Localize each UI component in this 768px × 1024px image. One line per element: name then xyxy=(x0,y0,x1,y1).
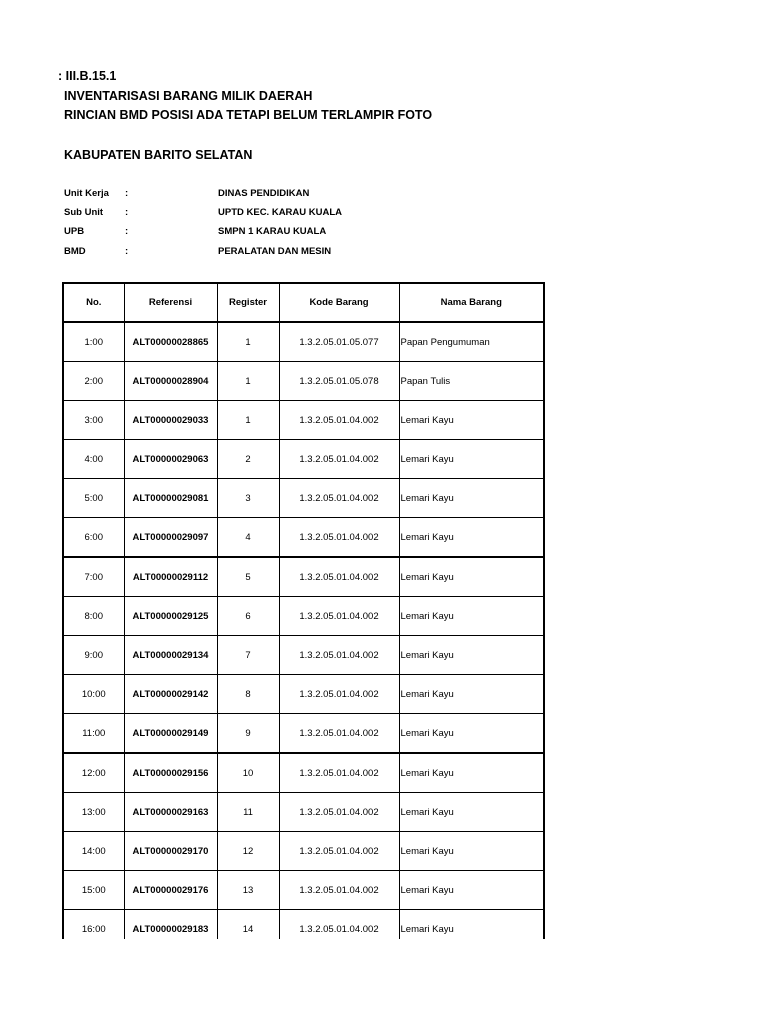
cell-referensi: ALT00000029156 xyxy=(124,753,217,793)
table-row xyxy=(63,793,544,832)
cell-referensi: ALT00000029170 xyxy=(124,832,217,871)
cell-register: 5 xyxy=(217,557,279,597)
cell-kode-barang: 1.3.2.05.01.04.002 xyxy=(279,479,399,518)
cell-referensi: ALT00000029033 xyxy=(124,401,217,440)
cell-nama-barang: Lemari Kayu xyxy=(399,793,544,832)
table-row xyxy=(63,714,544,754)
cell-kode-barang: 1.3.2.05.01.04.002 xyxy=(279,440,399,479)
cell-no: 9:00 xyxy=(63,636,124,675)
cell-no: 5:00 xyxy=(63,479,124,518)
table-row xyxy=(63,871,544,910)
cell-kode-barang: 1.3.2.05.01.05.078 xyxy=(279,362,399,401)
cell-referensi: ALT00000029163 xyxy=(124,793,217,832)
cell-referensi: ALT00000029176 xyxy=(124,871,217,910)
cell-register: 2 xyxy=(217,440,279,479)
info-row-bmd xyxy=(64,246,464,262)
cell-referensi: ALT00000028865 xyxy=(124,322,217,362)
table-row xyxy=(63,401,544,440)
info-label: UPB xyxy=(64,226,85,237)
cell-referensi: ALT00000029149 xyxy=(124,714,217,754)
table-row xyxy=(63,362,544,401)
cell-no: 1:00 xyxy=(63,322,124,362)
cell-referensi: ALT00000029097 xyxy=(124,518,217,558)
cell-nama-barang: Lemari Kayu xyxy=(399,714,544,754)
region-title: KABUPATEN BARITO SELATAN xyxy=(64,148,253,162)
cell-nama-barang: Lemari Kayu xyxy=(399,479,544,518)
cell-no: 3:00 xyxy=(63,401,124,440)
table-row xyxy=(63,518,544,558)
cell-kode-barang: 1.3.2.05.01.04.002 xyxy=(279,597,399,636)
cell-nama-barang: Lemari Kayu xyxy=(399,636,544,675)
cell-register: 6 xyxy=(217,597,279,636)
cell-no: 6:00 xyxy=(63,518,124,558)
cell-kode-barang: 1.3.2.05.01.05.077 xyxy=(279,322,399,362)
cell-no: 15:00 xyxy=(63,871,124,910)
info-colon: : xyxy=(125,188,129,199)
cell-no: 16:00 xyxy=(63,910,124,940)
info-row-sub-unit xyxy=(64,207,464,223)
cell-referensi: ALT00000029125 xyxy=(124,597,217,636)
cell-no: 14:00 xyxy=(63,832,124,871)
cell-kode-barang: 1.3.2.05.01.04.002 xyxy=(279,675,399,714)
column-header-no: No. xyxy=(63,283,124,322)
column-header-kode-barang: Kode Barang xyxy=(279,283,399,322)
cell-no: 11:00 xyxy=(63,714,124,754)
cell-register: 7 xyxy=(217,636,279,675)
cell-nama-barang: Lemari Kayu xyxy=(399,597,544,636)
info-value: DINAS PENDIDIKAN xyxy=(218,188,310,199)
cell-nama-barang: Lemari Kayu xyxy=(399,675,544,714)
cell-register: 9 xyxy=(217,714,279,754)
document-subtitle: RINCIAN BMD POSISI ADA TETAPI BELUM TERLAMPIR FOTO xyxy=(64,108,433,122)
info-value: PERALATAN DAN MESIN xyxy=(218,246,332,257)
cell-register: 12 xyxy=(217,832,279,871)
cell-register: 4 xyxy=(217,518,279,558)
info-label: Unit Kerja xyxy=(64,188,109,199)
column-header-nama-barang: Nama Barang xyxy=(399,283,544,322)
info-colon: : xyxy=(125,246,129,257)
cell-register: 13 xyxy=(217,871,279,910)
cell-register: 1 xyxy=(217,322,279,362)
cell-kode-barang: 1.3.2.05.01.04.002 xyxy=(279,401,399,440)
info-colon: : xyxy=(125,207,129,218)
cell-nama-barang: Lemari Kayu xyxy=(399,871,544,910)
cell-nama-barang: Lemari Kayu xyxy=(399,518,544,558)
cell-referensi: ALT00000029063 xyxy=(124,440,217,479)
cell-kode-barang: 1.3.2.05.01.04.002 xyxy=(279,557,399,597)
cell-no: 12:00 xyxy=(63,753,124,793)
inventory-table xyxy=(62,282,545,939)
info-label: BMD xyxy=(64,246,86,257)
cell-register: 11 xyxy=(217,793,279,832)
cell-kode-barang: 1.3.2.05.01.04.002 xyxy=(279,636,399,675)
cell-referensi: ALT00000029081 xyxy=(124,479,217,518)
cell-no: 13:00 xyxy=(63,793,124,832)
table-row xyxy=(63,910,544,940)
inventory-table-container xyxy=(62,282,546,939)
cell-nama-barang: Papan Pengumuman xyxy=(399,322,544,362)
cell-register: 1 xyxy=(217,401,279,440)
cell-kode-barang: 1.3.2.05.01.04.002 xyxy=(279,793,399,832)
info-row-unit-kerja xyxy=(64,188,464,204)
info-value: SMPN 1 KARAU KUALA xyxy=(218,226,327,237)
cell-nama-barang: Lemari Kayu xyxy=(399,440,544,479)
column-header-referensi: Referensi xyxy=(124,283,217,322)
cell-no: 10:00 xyxy=(63,675,124,714)
cell-referensi: ALT00000029183 xyxy=(124,910,217,940)
cell-register: 3 xyxy=(217,479,279,518)
table-row xyxy=(63,479,544,518)
table-row xyxy=(63,636,544,675)
cell-nama-barang: Lemari Kayu xyxy=(399,557,544,597)
cell-register: 1 xyxy=(217,362,279,401)
cell-no: 4:00 xyxy=(63,440,124,479)
cell-nama-barang: Lemari Kayu xyxy=(399,401,544,440)
table-row xyxy=(63,557,544,597)
cell-referensi: ALT00000028904 xyxy=(124,362,217,401)
cell-referensi: ALT00000029134 xyxy=(124,636,217,675)
cell-kode-barang: 1.3.2.05.01.04.002 xyxy=(279,910,399,940)
document-code: : III.B.15.1 xyxy=(58,69,117,83)
document-title: INVENTARISASI BARANG MILIK DAERAH xyxy=(64,89,313,103)
cell-no: 2:00 xyxy=(63,362,124,401)
info-value: UPTD KEC. KARAU KUALA xyxy=(218,207,343,218)
cell-referensi: ALT00000029142 xyxy=(124,675,217,714)
table-row xyxy=(63,597,544,636)
cell-nama-barang: Lemari Kayu xyxy=(399,753,544,793)
cell-kode-barang: 1.3.2.05.01.04.002 xyxy=(279,518,399,558)
table-row xyxy=(63,322,544,362)
cell-kode-barang: 1.3.2.05.01.04.002 xyxy=(279,714,399,754)
cell-nama-barang: Lemari Kayu xyxy=(399,832,544,871)
table-row xyxy=(63,832,544,871)
info-row-upb xyxy=(64,226,464,242)
cell-kode-barang: 1.3.2.05.01.04.002 xyxy=(279,832,399,871)
column-header-register: Register xyxy=(217,283,279,322)
cell-nama-barang: Papan Tulis xyxy=(399,362,544,401)
table-header-row xyxy=(63,283,544,322)
table-row xyxy=(63,440,544,479)
cell-kode-barang: 1.3.2.05.01.04.002 xyxy=(279,871,399,910)
cell-no: 7:00 xyxy=(63,557,124,597)
cell-nama-barang: Lemari Kayu xyxy=(399,910,544,940)
table-row xyxy=(63,753,544,793)
cell-kode-barang: 1.3.2.05.01.04.002 xyxy=(279,753,399,793)
info-colon: : xyxy=(125,226,129,237)
info-label: Sub Unit xyxy=(64,207,104,218)
cell-register: 8 xyxy=(217,675,279,714)
cell-no: 8:00 xyxy=(63,597,124,636)
cell-register: 14 xyxy=(217,910,279,940)
table-row xyxy=(63,675,544,714)
cell-referensi: ALT00000029112 xyxy=(124,557,217,597)
cell-register: 10 xyxy=(217,753,279,793)
